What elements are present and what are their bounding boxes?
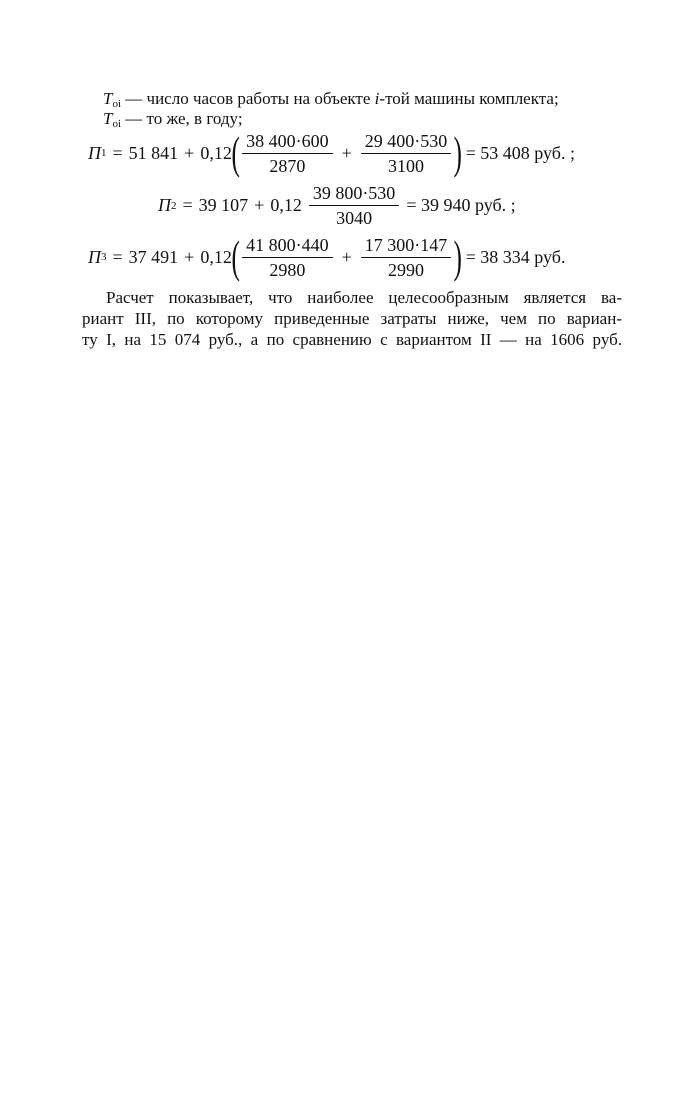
eq3-lhs: П — [88, 246, 101, 267]
eq1-coefficient: 0,12 — [200, 142, 232, 163]
eq3-fraction-1 — [242, 235, 333, 280]
eq2-denominator: 3040 — [336, 208, 373, 228]
eq3-f1-numerator: 41 800·440 — [242, 235, 333, 258]
eq2-lhs: П — [158, 195, 171, 215]
eq1-lhs: П — [88, 142, 101, 163]
eq2-result: = 39 940 руб. ; — [406, 195, 516, 215]
right-paren: ) — [453, 231, 463, 282]
eq3-result: = 38 334 руб. — [465, 246, 566, 267]
eq1-result: = 53 408 руб. ; — [465, 142, 575, 163]
eq3-base: 37 491 — [128, 246, 179, 267]
definition-text: — число часов работы на объекте — [121, 89, 375, 108]
eq1-plus: + — [184, 142, 195, 163]
equation-p1 — [88, 127, 575, 178]
eq1-fraction-1 — [242, 131, 333, 176]
eq3-fraction-2 — [361, 235, 452, 280]
conclusion-paragraph — [82, 287, 622, 350]
eq3-f1-denominator: 2980 — [269, 259, 306, 280]
left-paren: ( — [231, 231, 240, 282]
eq2-coefficient: 0,12 — [270, 195, 302, 215]
symbol-T: T — [103, 109, 113, 128]
eq3-equals: = — [112, 246, 123, 267]
eq3-coefficient: 0,12 — [200, 246, 232, 267]
eq2-equals: = — [182, 195, 193, 215]
symbol-subscript: oi — [112, 98, 122, 110]
paragraph-line-2: риант III, по которому приведенные затраты ниже, чем по вариан- — [82, 309, 622, 328]
eq1-lhs-subscript: 1 — [101, 147, 107, 159]
symbol-T: T — [103, 89, 113, 108]
definition-text-tail: -той машины комплекта; — [379, 89, 559, 108]
eq1-f1-numerator: 38 400·600 — [242, 131, 333, 154]
eq1-fraction-2 — [361, 131, 452, 176]
eq1-f2-numerator: 29 400·530 — [361, 131, 452, 154]
eq3-plus-2: + — [341, 246, 352, 267]
eq2-plus: + — [254, 195, 265, 215]
paragraph-line-1: Расчет показывает, что наиболее целесообразным является ва- — [106, 288, 622, 307]
eq1-base: 51 841 — [128, 142, 179, 163]
equation-p2 — [158, 183, 516, 228]
eq1-f1-denominator: 2870 — [269, 155, 306, 176]
eq3-lhs-subscript: 3 — [101, 251, 107, 263]
symbol-subscript: oi — [112, 118, 122, 130]
eq1-f2-denominator: 3100 — [388, 155, 425, 176]
eq2-lhs-subscript: 2 — [171, 199, 177, 212]
eq3-plus: + — [184, 246, 195, 267]
eq1-equals: = — [112, 142, 123, 163]
eq2-base: 39 107 — [198, 195, 249, 215]
equation-p3 — [88, 231, 566, 282]
left-paren: ( — [231, 127, 240, 178]
eq2-numerator: 39 800·530 — [309, 183, 400, 206]
paragraph-line-3: ту I, на 15 074 руб., а по сравнению с вариантом II — на 1606 руб. — [82, 330, 622, 349]
eq3-f2-denominator: 2990 — [388, 259, 425, 280]
eq3-f2-numerator: 17 300·147 — [361, 235, 452, 258]
eq1-plus-2: + — [341, 142, 352, 163]
eq2-fraction — [309, 183, 400, 228]
right-paren: ) — [453, 127, 463, 178]
index-variable: i — [374, 89, 380, 108]
definition-text: — то же, в году; — [121, 109, 243, 128]
